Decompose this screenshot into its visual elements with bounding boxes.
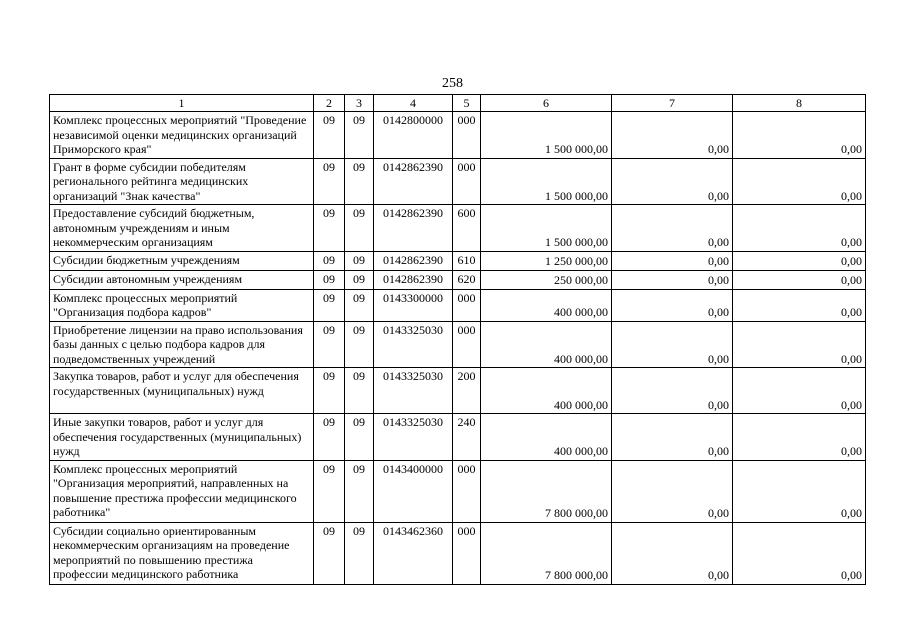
amount-cell: 400 000,00	[481, 321, 612, 368]
amount-cell: 0,00	[612, 205, 733, 252]
amount-cell: 1 500 000,00	[481, 205, 612, 252]
section-cell: 09	[314, 251, 345, 270]
table-row	[50, 368, 866, 414]
subsection-cell: 09	[345, 251, 374, 270]
row-name-cell: Субсидии социально ориентированным некоммерческим организациям на проведение мероприятий по повышению престижа профессии медицинского работника	[50, 522, 314, 584]
amount-cell: 0,00	[612, 158, 733, 205]
amount-cell: 0,00	[733, 368, 866, 414]
amount-cell: 0,00	[612, 414, 733, 461]
expense-type-cell: 000	[453, 112, 481, 159]
expense-type-cell: 000	[453, 158, 481, 205]
column-header: 7	[612, 95, 733, 112]
subsection-cell: 09	[345, 112, 374, 159]
amount-cell: 0,00	[612, 368, 733, 414]
section-cell: 09	[314, 270, 345, 289]
amount-cell: 0,00	[612, 270, 733, 289]
section-cell: 09	[314, 158, 345, 205]
target-article-cell: 0143300000	[374, 289, 453, 321]
expense-type-cell: 000	[453, 522, 481, 584]
column-header: 3	[345, 95, 374, 112]
amount-cell: 0,00	[612, 112, 733, 159]
amount-cell: 0,00	[733, 158, 866, 205]
target-article-cell: 0143325030	[374, 321, 453, 368]
amount-cell: 0,00	[733, 205, 866, 252]
section-cell: 09	[314, 414, 345, 461]
subsection-cell: 09	[345, 289, 374, 321]
table-row	[50, 460, 866, 522]
amount-cell: 0,00	[612, 289, 733, 321]
section-cell: 09	[314, 460, 345, 522]
amount-cell: 0,00	[612, 460, 733, 522]
amount-cell: 7 800 000,00	[481, 522, 612, 584]
column-header: 4	[374, 95, 453, 112]
amount-cell: 0,00	[733, 460, 866, 522]
subsection-cell: 09	[345, 205, 374, 252]
target-article-cell: 0142800000	[374, 112, 453, 159]
column-header: 2	[314, 95, 345, 112]
row-name-cell: Комплекс процессных мероприятий "Организация подбора кадров"	[50, 289, 314, 321]
target-article-cell: 0143400000	[374, 460, 453, 522]
table-row	[50, 270, 866, 289]
table-body	[50, 112, 866, 585]
amount-cell: 400 000,00	[481, 368, 612, 414]
row-name-cell: Грант в форме субсидии победителям регионального рейтинга медицинских организаций "Знак качества"	[50, 158, 314, 205]
amount-cell: 1 250 000,00	[481, 251, 612, 270]
amount-cell: 0,00	[733, 270, 866, 289]
amount-cell: 0,00	[733, 321, 866, 368]
budget-table	[49, 94, 866, 585]
amount-cell: 0,00	[612, 321, 733, 368]
table-row	[50, 205, 866, 252]
amount-cell: 0,00	[733, 112, 866, 159]
row-name-cell: Приобретение лицензии на право использования базы данных с целью подбора кадров для подведомственных учреждений	[50, 321, 314, 368]
amount-cell: 0,00	[612, 251, 733, 270]
section-cell: 09	[314, 289, 345, 321]
column-header: 1	[50, 95, 314, 112]
row-name-cell: Субсидии автономным учреждениям	[50, 270, 314, 289]
target-article-cell: 0142862390	[374, 205, 453, 252]
amount-cell: 0,00	[733, 251, 866, 270]
subsection-cell: 09	[345, 158, 374, 205]
expense-type-cell: 000	[453, 321, 481, 368]
amount-cell: 400 000,00	[481, 414, 612, 461]
row-name-cell: Иные закупки товаров, работ и услуг для обеспечения государственных (муниципальных) нужд	[50, 414, 314, 461]
amount-cell: 250 000,00	[481, 270, 612, 289]
amount-cell: 1 500 000,00	[481, 112, 612, 159]
table-row	[50, 158, 866, 205]
row-name-cell: Предоставление субсидий бюджетным, автономным учреждениям и иным некоммерческим организациям	[50, 205, 314, 252]
subsection-cell: 09	[345, 414, 374, 461]
section-cell: 09	[314, 368, 345, 414]
row-name-cell: Субсидии бюджетным учреждениям	[50, 251, 314, 270]
table-header-row	[50, 95, 866, 112]
section-cell: 09	[314, 205, 345, 252]
amount-cell: 1 500 000,00	[481, 158, 612, 205]
target-article-cell: 0142862390	[374, 270, 453, 289]
table-row	[50, 321, 866, 368]
column-header: 5	[453, 95, 481, 112]
amount-cell: 0,00	[612, 522, 733, 584]
amount-cell: 0,00	[733, 522, 866, 584]
section-cell: 09	[314, 321, 345, 368]
subsection-cell: 09	[345, 368, 374, 414]
target-article-cell: 0143325030	[374, 414, 453, 461]
subsection-cell: 09	[345, 460, 374, 522]
row-name-cell: Комплекс процессных мероприятий "Организация мероприятий, направленных на повышение престижа профессии медицинского работника"	[50, 460, 314, 522]
target-article-cell: 0143462360	[374, 522, 453, 584]
row-name-cell: Комплекс процессных мероприятий "Проведение независимой оценки медицинских организаций Приморского края"	[50, 112, 314, 159]
target-article-cell: 0142862390	[374, 251, 453, 270]
table-row	[50, 112, 866, 159]
amount-cell: 7 800 000,00	[481, 460, 612, 522]
amount-cell: 0,00	[733, 414, 866, 461]
table-row	[50, 522, 866, 584]
table-row	[50, 414, 866, 461]
section-cell: 09	[314, 522, 345, 584]
expense-type-cell: 240	[453, 414, 481, 461]
column-header: 8	[733, 95, 866, 112]
table-row	[50, 251, 866, 270]
target-article-cell: 0142862390	[374, 158, 453, 205]
page-number: 258	[442, 76, 463, 91]
expense-type-cell: 610	[453, 251, 481, 270]
section-cell: 09	[314, 112, 345, 159]
amount-cell: 400 000,00	[481, 289, 612, 321]
expense-type-cell: 000	[453, 460, 481, 522]
column-header: 6	[481, 95, 612, 112]
target-article-cell: 0143325030	[374, 368, 453, 414]
expense-type-cell: 600	[453, 205, 481, 252]
subsection-cell: 09	[345, 321, 374, 368]
row-name-cell: Закупка товаров, работ и услуг для обеспечения государственных (муниципальных) нужд	[50, 368, 314, 414]
expense-type-cell: 620	[453, 270, 481, 289]
amount-cell: 0,00	[733, 289, 866, 321]
expense-type-cell: 200	[453, 368, 481, 414]
table-row	[50, 289, 866, 321]
subsection-cell: 09	[345, 522, 374, 584]
expense-type-cell: 000	[453, 289, 481, 321]
subsection-cell: 09	[345, 270, 374, 289]
